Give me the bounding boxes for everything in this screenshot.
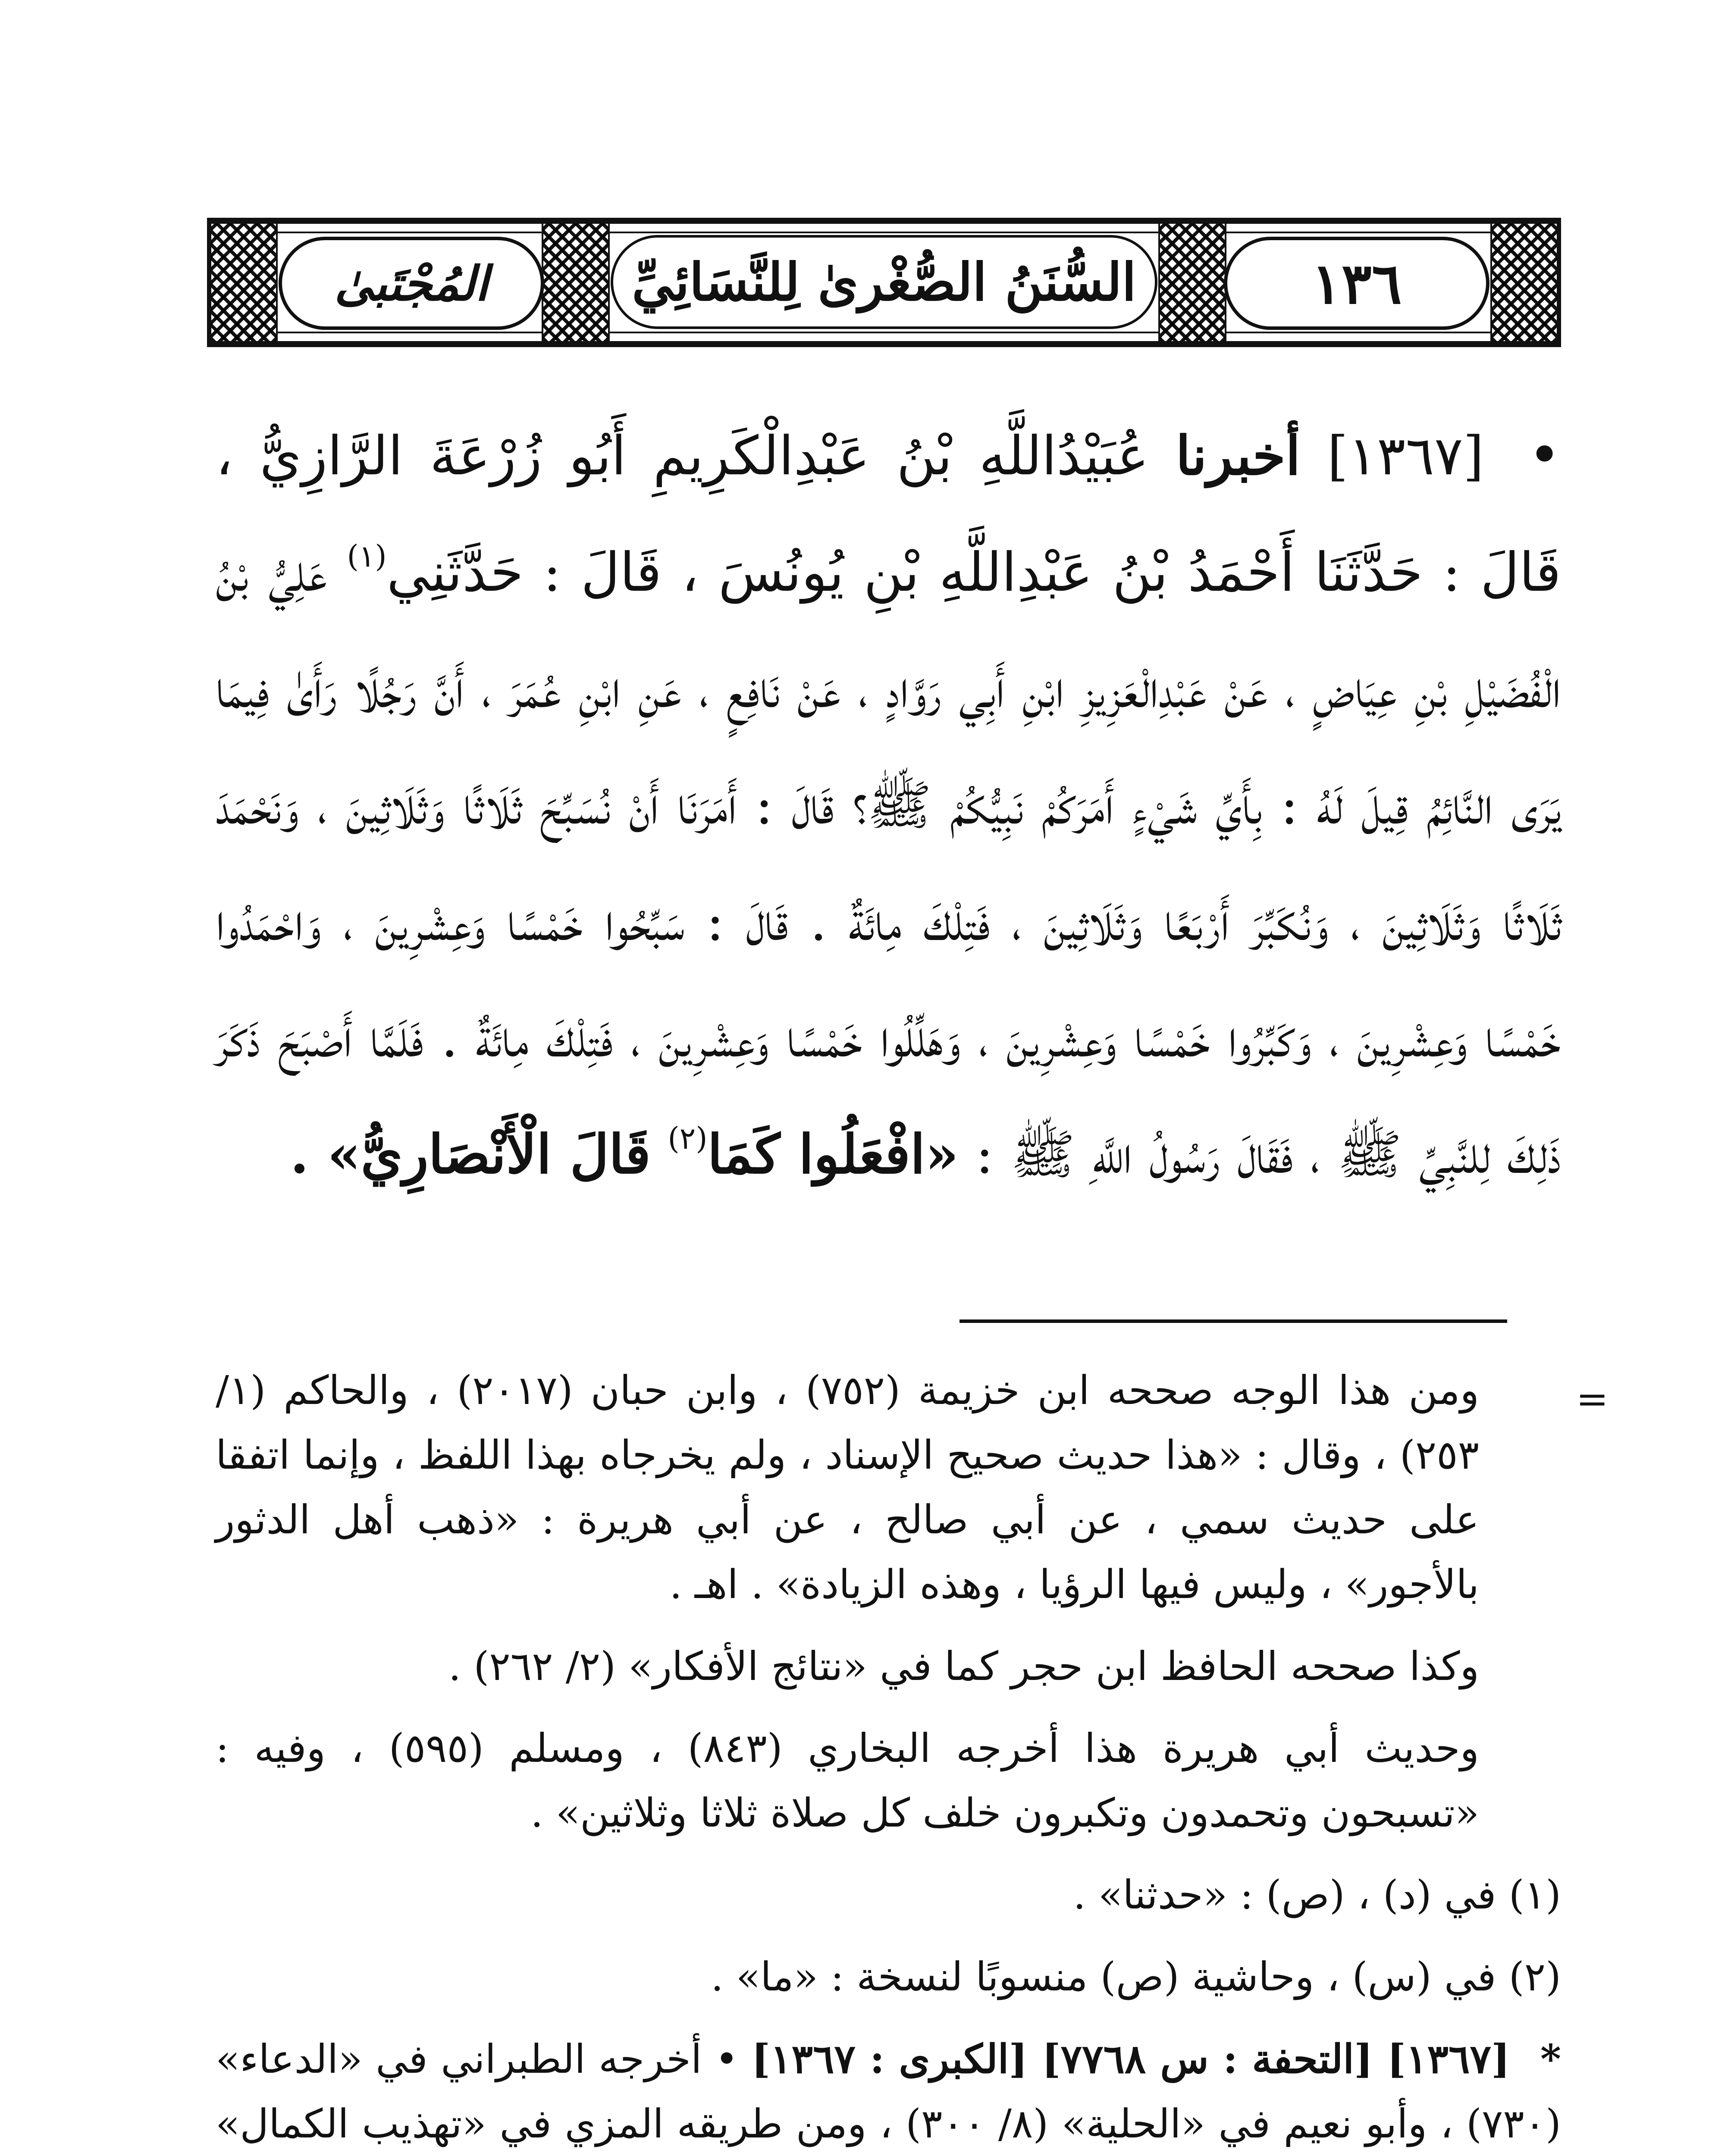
takhrij-references: [١٣٦٧] [التحفة : س ٧٧٦٨] [الكبرى : ١٣٦٧]: [751, 2036, 1510, 2082]
asterisk-icon: *: [1540, 2036, 1561, 2082]
hadith-number: [١٣٦٧]: [1327, 425, 1484, 487]
footnotes: [216, 1358, 1609, 2156]
hadith-text-part2: عَلِيُّ بْنُ الْفُضَيْلِ بْنِ عِيَاضٍ ، عَنْ عَبْدِالْعَزِيزِ ابْنِ أَبِي رَوَّادٍ ، عَنْ نَافِعٍ ، عَنِ ابْنِ عُمَرَ ، أَنَّ رَجُلًا رَأَىٰ فِيمَا يَرَى النَّائِمُ قِيلَ لَهُ : بِأَيِّ شَيْءٍ أَمَرَكُمْ نَبِيُّكُمْ ﷺ؟ قَالَ : أَمَرَنَا أَنْ نُسَبِّحَ ثَلَاثًا وَثَلَاثِينَ ، وَنَحْمَدَ ثَلَاثًا وَثَلَاثِينَ ، وَنُكَبِّرَ أَرْبَعًا وَثَلَاثِينَ ، فَتِلْكَ مِائَةٌ . قَالَ : سَبِّحُوا خَمْسًا وَعِشْرِينَ ، وَاحْمَدُوا خَمْسًا وَعِشْرِينَ ، وَكَبِّرُوا خَمْسًا وَعِشْرِينَ ، وَهَلِّلُوا خَمْسًا وَعِشْرِينَ ، فَتِلْكَ مِائَةٌ . فَلَمَّا أَصْبَحَ ذَكَرَ ذَلِكَ لِلنَّبِيِّ ﷺ ، فَقَالَ رَسُولُ اللَّهِ ﷺ :: [216, 542, 1562, 1186]
page-number: ١٣٦: [1311, 250, 1402, 317]
ornament-icon: [542, 224, 610, 341]
note-text: ومن هذا الوجه صححه ابن خزيمة (٧٥٢) ، وابن حبان (٢٠١٧) ، والحاكم (١/ ٢٥٣) ، وقال : «هذا حديث صحيح الإسناد ، ولم يخرجاه بهذا اللفظ ، وإنما اتفقا على حديث سمي ، عن أبي صالح ، عن أبي هريرة : «ذهب أهل الدثور بالأجور» ، وليس فيها الرؤيا ، وهذه الزيادة» . اهـ .: [216, 1367, 1480, 1608]
page-header: [207, 218, 1561, 347]
takhrij-paragraph: [216, 2027, 1561, 2156]
hadith-opening: أخبرنا: [1176, 425, 1301, 487]
page-number-badge: [1224, 237, 1489, 330]
series-title: المُجْتَبىٰ: [334, 255, 489, 311]
ornament-icon: [210, 224, 278, 341]
footnote-separator: [960, 1319, 1507, 1323]
hadith-quote-part1: «افْعَلُوا كَمَا: [707, 1123, 959, 1186]
continuation-mark: =: [1576, 1376, 1609, 1422]
note-paragraph: وكذا صححه الحافظ ابن حجر كما في «نتائج الأفكار» (٢/ ٢٦٢) .: [448, 1643, 1479, 1689]
ornament-icon: [1490, 224, 1558, 341]
footnote-ref-1: (١): [347, 539, 387, 574]
footnote-ref-2: (٢): [668, 1121, 708, 1156]
ornament-icon: [1158, 224, 1226, 341]
note-paragraph: وحديث أبي هريرة هذا أخرجه البخاري (٨٤٣) ، ومسلم (٥٩٥) ، وفيه : «تسبحون وتحمدون وتكبرون خلف كل صلاة ثلاثا وثلاثين» .: [216, 1725, 1479, 1836]
hadith-quote-part2: قَالَ الْأَنْصَارِيُّ» .: [290, 1123, 651, 1186]
hadith-text: [216, 397, 1561, 1213]
footnote-1: (١) في (د) ، (ص) : «حدثنا» .: [1073, 1872, 1561, 1918]
series-seal: [279, 237, 544, 330]
book-title: السُّنَنُ الصُّغْرىٰ لِلنَّسَائِيِّ: [611, 235, 1157, 329]
bullet-icon: •: [1528, 422, 1561, 488]
footnote-2: (٢) في (س) ، وحاشية (ص) منسوبًا لنسخة : «ما» .: [711, 1954, 1561, 2000]
note-paragraph: [216, 1358, 1609, 1617]
takhrij-text: • أخرجه الطبراني في «الدعاء» (٧٣٠) ، وأبو نعيم في «الحلية» (٨/ ٣٠٠) ، ومن طريقه المزي في «تهذيب الكمال»: [216, 2036, 1561, 2147]
hadith-text-part1: عُبَيْدُاللَّهِ بْنُ عَبْدِالْكَرِيمِ أَبُو زُرْعَةَ الرَّازِيُّ ، قَالَ : حَدَّثَنَا أَحْمَدُ بْنُ عَبْدِاللَّهِ بْنِ يُونُسَ ، قَالَ : حَدَّثَنِي: [216, 425, 1561, 604]
